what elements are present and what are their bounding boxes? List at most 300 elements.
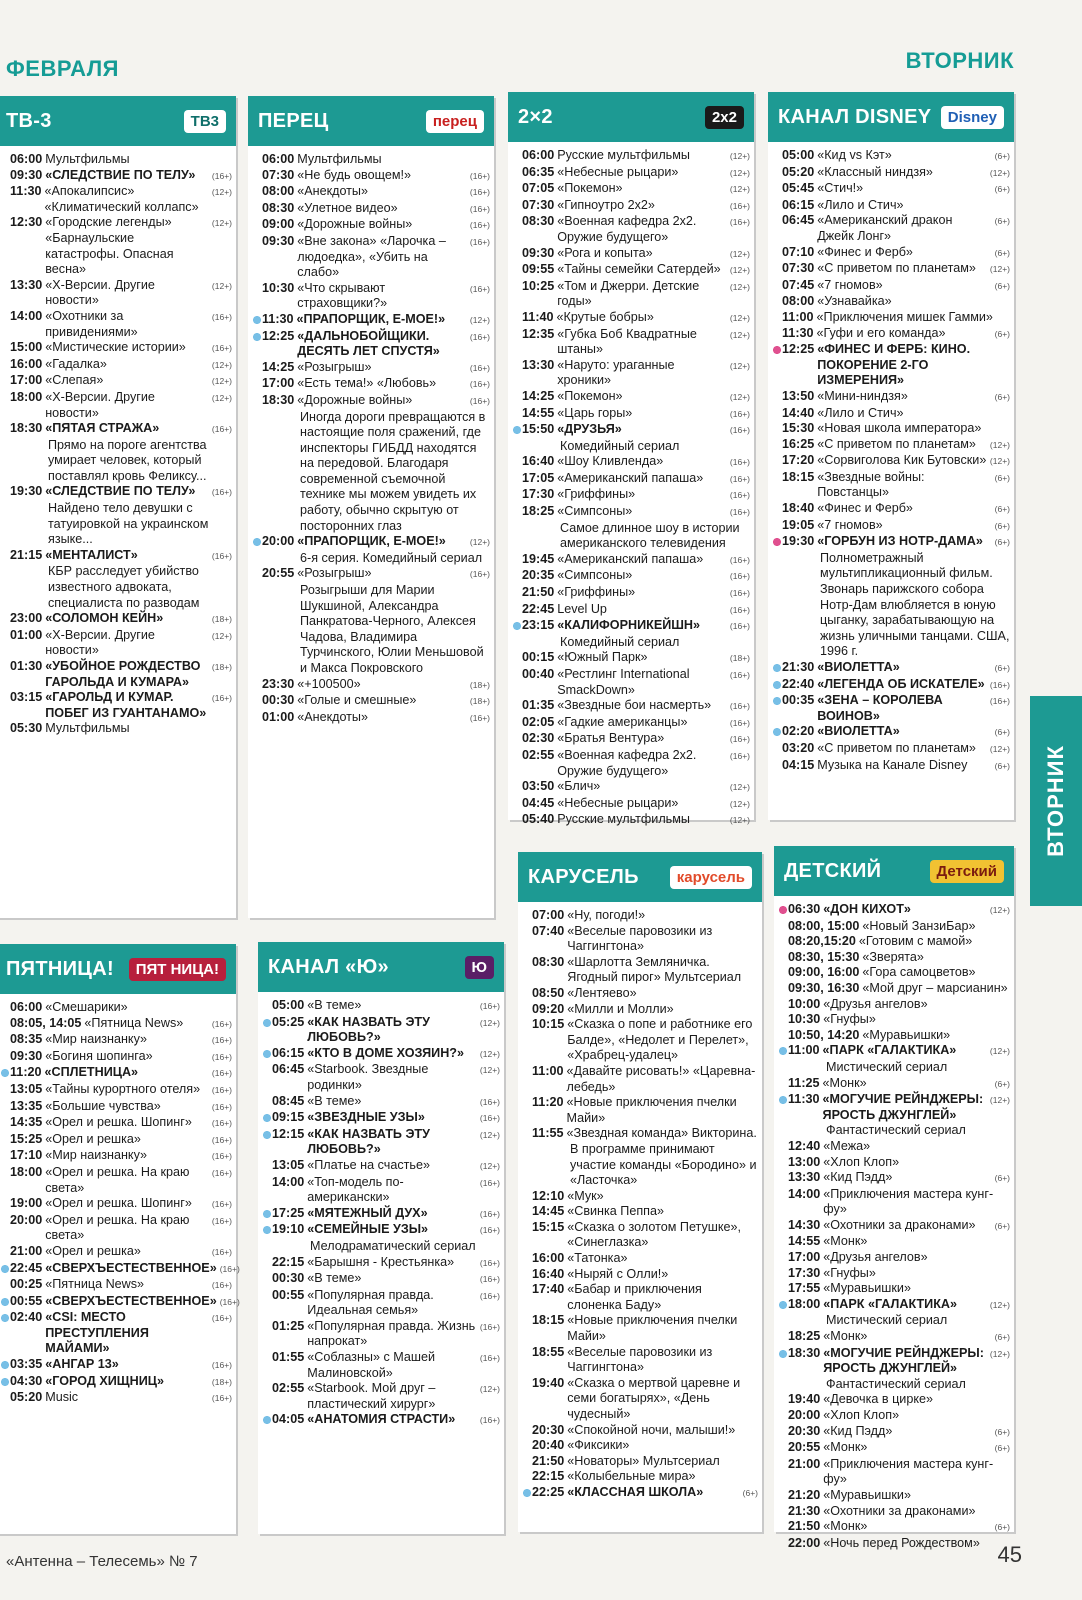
age-rating: (16+)	[479, 1274, 500, 1285]
program-title: «Соблазны» с Машей Малиновской»	[307, 1350, 436, 1380]
highlight-dot-icon	[772, 537, 782, 547]
program-time: 00:15	[522, 650, 555, 665]
weekday-header: ВТОРНИК	[905, 48, 1014, 73]
program-row	[772, 213, 1010, 244]
program-title: «Южный Парк»	[557, 650, 648, 665]
spacer	[778, 1443, 788, 1453]
program-time: 08:00	[262, 184, 295, 199]
program-time: 14:00	[272, 1174, 305, 1189]
channel-name: ДЕТСКИЙ	[784, 859, 882, 882]
spacer	[772, 184, 782, 194]
age-rating: (16+)	[219, 1263, 240, 1274]
program-title: «Орел и решка»	[45, 1131, 141, 1146]
program-time: 17:00	[262, 376, 295, 391]
spacer	[0, 1118, 10, 1128]
program-description	[778, 1313, 1010, 1329]
program-time: 22:45	[522, 601, 555, 616]
age-rating: (12+)	[479, 1065, 500, 1076]
program-time: 12:40	[788, 1138, 821, 1153]
program-time: 11:30	[10, 184, 42, 199]
program-row	[0, 1000, 232, 1016]
program-title: «Муравьишки»	[823, 1281, 911, 1296]
program-title: «Барышня - Крестьянка»	[307, 1254, 455, 1269]
spacer	[512, 638, 522, 648]
program-row	[522, 1126, 758, 1142]
spacer	[262, 1097, 272, 1107]
age-rating: (6+)	[994, 1426, 1010, 1437]
program-time: 20:00	[262, 534, 295, 549]
channel-name: ПЕРЕЦ	[258, 109, 329, 132]
program-title: «Симпсоны»	[557, 568, 633, 583]
program-description	[0, 438, 232, 485]
program-row	[512, 165, 750, 182]
premiere-dot-icon	[778, 1095, 788, 1105]
program-time: 08:05, 14:05	[10, 1015, 82, 1030]
spacer	[522, 1426, 532, 1436]
program-time: 18:25	[522, 504, 555, 519]
program-time: 22:00	[788, 1535, 821, 1550]
program-description	[778, 1060, 1010, 1076]
program-row	[522, 1002, 758, 1018]
age-rating: (12+)	[989, 456, 1010, 467]
program-row	[512, 406, 750, 423]
age-rating: (6+)	[994, 504, 1010, 515]
program-title: «Мистические истории»	[45, 340, 186, 355]
program-title: Мультфильмы	[45, 152, 130, 166]
program-title: «Военная кафедра 2х2. Оружие будущего»	[557, 747, 697, 778]
program-time: 10:30	[788, 1012, 821, 1027]
program-time: 10:50, 14:20	[788, 1027, 860, 1042]
program-time: 02:55	[522, 747, 555, 762]
program-description	[512, 635, 750, 651]
spacer	[522, 1005, 532, 1015]
program-time: 14:55	[788, 1234, 821, 1249]
program-title: «Охотники за привидениями»	[45, 308, 138, 339]
program-title: «Муравьишки»	[862, 1027, 951, 1042]
program-time: 05:00	[272, 998, 305, 1012]
spacer	[778, 1539, 788, 1549]
age-rating: (16+)	[479, 1415, 500, 1426]
program-row	[778, 1346, 1010, 1377]
program-title: «СЛЕДСТВИЕ ПО ТЕЛУ»	[45, 484, 196, 499]
program-row	[778, 1234, 1010, 1250]
program-description	[262, 1239, 500, 1255]
spacer	[522, 1254, 532, 1264]
program-title: «МОГУЧИЕ РЕЙНДЖЕРЫ: ЯРОСТЬ ДЖУНГЛЕЙ»	[823, 1345, 984, 1376]
program-time: 15:50	[522, 422, 555, 437]
program-title: «Гадкие американцы»	[557, 714, 688, 729]
spacer	[512, 490, 522, 500]
program-title: «ДАЛЬНОБОЙЩИКИ. ДЕСЯТЬ ЛЕТ СПУСТЯ»	[297, 328, 440, 359]
spacer	[772, 297, 782, 307]
program-row	[778, 1440, 1010, 1457]
program-time: 07:30	[262, 167, 295, 182]
program-title: «Мой друг – марсианин»	[862, 980, 1008, 995]
spacer	[522, 1348, 532, 1358]
program-title: «Блич»	[557, 779, 601, 794]
spacer	[252, 155, 262, 165]
program-row	[772, 534, 1010, 551]
spacer	[778, 1237, 788, 1247]
program-title: «Гадалка»	[45, 356, 107, 371]
program-row	[252, 281, 490, 312]
program-time: 14:25	[522, 388, 555, 403]
program-title: «7 гномов»	[817, 277, 883, 292]
program-title: «ПРАПОРЩИК, Е-МОЕ!»	[297, 534, 446, 549]
program-title: «В теме»	[307, 1271, 362, 1286]
spacer	[772, 248, 782, 258]
page-number: 45	[997, 1542, 1022, 1567]
program-description	[778, 1123, 1010, 1139]
program-row	[778, 1504, 1010, 1520]
spacer	[262, 1001, 272, 1011]
spacer	[252, 220, 262, 230]
program-title: «Звездная команда» Викторина.	[566, 1126, 757, 1141]
program-row	[778, 1218, 1010, 1235]
program-title: «Покемон»	[557, 388, 623, 403]
program-title: «Новая школа императора»	[817, 421, 982, 436]
age-rating: (16+)	[479, 1208, 500, 1219]
program-row	[252, 534, 490, 551]
program-time: 07:30	[782, 261, 815, 276]
channel-name: КАНАЛ «Ю»	[268, 955, 389, 978]
program-title: «Орел и решка. На краю света»	[45, 1164, 190, 1195]
program-time: 17:25	[272, 1205, 305, 1220]
spacer	[252, 284, 262, 294]
program-time: 13:30	[10, 277, 43, 292]
program-row	[0, 1165, 232, 1196]
program-time: 15:00	[10, 340, 43, 355]
program-time: 06:35	[522, 164, 555, 179]
program-time: 20:00	[788, 1408, 821, 1422]
spacer	[0, 1085, 10, 1095]
program-row	[772, 326, 1010, 343]
program-row	[512, 214, 750, 245]
program-time: 18:00	[10, 1164, 43, 1179]
spacer	[512, 718, 522, 728]
program-time: 17:55	[788, 1281, 821, 1296]
age-rating: (16+)	[729, 701, 750, 712]
program-row	[772, 198, 1010, 214]
program-row	[0, 1390, 232, 1407]
spacer	[252, 379, 262, 389]
program-title: «+100500»	[297, 676, 361, 691]
age-rating: (16+)	[469, 220, 490, 231]
spacer	[0, 376, 10, 386]
program-time: 00:25	[10, 1277, 43, 1292]
program-row	[252, 360, 490, 377]
spacer	[512, 409, 522, 419]
premiere-dot-icon	[522, 1488, 532, 1498]
program-row	[772, 342, 1010, 389]
spacer	[778, 1190, 788, 1200]
program-time: 21:30	[782, 660, 815, 674]
spacer	[512, 507, 522, 517]
program-list	[0, 994, 240, 1411]
program-time: 09:30, 16:30	[788, 980, 860, 995]
spacer	[0, 360, 10, 370]
program-description	[522, 1142, 758, 1189]
spacer	[772, 521, 782, 531]
program-title: «Монк»	[823, 1519, 868, 1534]
spacer	[512, 249, 522, 259]
age-rating: (16+)	[729, 571, 750, 582]
program-title: «Гнуфы»	[823, 1265, 876, 1280]
age-rating: (12+)	[479, 1129, 500, 1140]
program-title: «Приключения мастера кунг-фу»	[823, 1456, 994, 1487]
spacer	[772, 313, 782, 323]
spacer	[0, 1199, 10, 1209]
program-row	[512, 181, 750, 198]
program-row	[772, 421, 1010, 437]
program-row	[522, 1017, 758, 1064]
program-row	[0, 1132, 232, 1149]
age-rating: (16+)	[729, 734, 750, 745]
premiere-dot-icon	[772, 663, 782, 673]
spacer	[0, 441, 10, 451]
program-time: 18:00	[10, 389, 43, 404]
age-rating: (6+)	[994, 472, 1010, 483]
spacer	[772, 456, 782, 466]
program-time: 21:50	[522, 585, 555, 600]
age-rating: (6+)	[994, 1443, 1010, 1454]
spacer	[252, 680, 262, 690]
spacer	[778, 1142, 788, 1152]
program-time: 16:00	[532, 1251, 565, 1266]
age-rating: (12+)	[479, 1017, 500, 1028]
program-time: 07:30	[522, 197, 555, 212]
program-time: 01:25	[272, 1318, 305, 1333]
age-rating: (16+)	[211, 550, 232, 561]
program-row	[262, 1319, 500, 1350]
program-time: 17:20	[782, 453, 815, 468]
spacer	[512, 457, 522, 467]
spacer	[772, 744, 782, 754]
program-row	[772, 758, 1010, 775]
age-rating: (12+)	[729, 391, 750, 402]
program-time: 00:40	[522, 667, 555, 681]
age-rating: (16+)	[211, 693, 232, 704]
spacer	[512, 442, 522, 452]
program-time: 04:30	[10, 1373, 43, 1388]
spacer	[0, 281, 10, 291]
spacer	[772, 554, 782, 564]
program-list	[508, 142, 754, 833]
age-rating: (16+)	[211, 1068, 232, 1079]
program-list	[768, 142, 1014, 778]
detskiy-logo-icon: Детский	[930, 860, 1004, 883]
program-row	[512, 471, 750, 488]
program-title: «Анекдоты»	[297, 184, 368, 199]
program-row	[0, 1065, 232, 1082]
program-time: 21:50	[532, 1453, 565, 1468]
spacer	[512, 282, 522, 292]
spacer	[522, 1207, 532, 1217]
premiere-dot-icon	[778, 1300, 788, 1310]
program-title: Фантастический сериал	[826, 1376, 966, 1391]
program-row	[778, 1139, 1010, 1155]
program-time: 20:30	[788, 1423, 821, 1438]
program-row	[0, 152, 232, 168]
spacer	[252, 696, 262, 706]
program-time: 16:40	[522, 454, 555, 469]
spacer	[252, 396, 262, 406]
spacer	[262, 1242, 272, 1252]
program-row	[512, 389, 750, 406]
program-time: 17:30	[788, 1265, 821, 1280]
program-title: «Мук»	[567, 1188, 604, 1203]
program-time: 15:30	[782, 421, 815, 436]
spacer	[522, 1020, 532, 1030]
program-title: «Военная кафедра 2х2. Оружие будущего»	[557, 214, 697, 244]
program-time: 19:30	[10, 484, 43, 499]
program-list	[0, 146, 236, 741]
program-time: 16:25	[782, 436, 815, 451]
program-time: 06:00	[262, 152, 295, 166]
age-rating: (6+)	[994, 1078, 1010, 1089]
channel-header	[768, 92, 1014, 142]
highlight-dot-icon	[772, 345, 782, 355]
program-title: «Смешарики»	[45, 1000, 128, 1014]
spacer	[772, 264, 782, 274]
2x2-logo-icon: 2x2	[705, 106, 744, 129]
premiere-dot-icon	[772, 696, 782, 706]
program-title: «Орел и решка. На краю света»	[45, 1212, 190, 1243]
age-rating: (16+)	[211, 1167, 232, 1178]
program-title: «Гриффины»	[557, 487, 636, 502]
age-rating: (12+)	[211, 280, 232, 291]
age-rating: (12+)	[729, 782, 750, 793]
program-time: 17:30	[522, 487, 555, 502]
program-time: 11:00	[788, 1043, 820, 1058]
premiere-dot-icon	[772, 680, 782, 690]
age-rating: (16+)	[219, 1296, 240, 1307]
spacer	[512, 151, 522, 161]
program-title: «Монк»	[823, 1329, 868, 1344]
program-title: «СЕМЕЙНЫЕ УЗЫ»	[307, 1222, 429, 1237]
age-rating: (6+)	[994, 520, 1010, 531]
spacer	[778, 1253, 788, 1263]
program-title: «Есть тема!» «Любовь»	[297, 376, 437, 391]
program-description	[778, 1377, 1010, 1393]
program-title: «Гнуфы»	[823, 1012, 876, 1027]
age-rating: (16+)	[211, 1151, 232, 1162]
spacer	[0, 1393, 10, 1403]
age-rating: (12+)	[729, 167, 750, 178]
program-row	[0, 548, 232, 565]
channel-block-perets	[248, 96, 494, 918]
spacer	[778, 1173, 788, 1183]
program-time: 01:30	[10, 659, 43, 673]
age-rating: (16+)	[211, 1084, 232, 1095]
program-time: 07:45	[782, 277, 815, 292]
program-time: 16:00	[10, 356, 43, 371]
premiere-dot-icon	[252, 315, 262, 325]
program-title: «Готовим с мамой»	[858, 934, 973, 949]
age-rating: (12+)	[989, 264, 1010, 275]
age-rating: (16+)	[729, 425, 750, 436]
program-time: 14:45	[532, 1204, 565, 1219]
program-time: 03:15	[10, 690, 43, 705]
age-rating: (6+)	[994, 1332, 1010, 1343]
program-row	[772, 294, 1010, 310]
program-title: «С приветом по планетам»	[817, 261, 976, 276]
program-title: «КАК НАЗВАТЬ ЭТУ ЛЮБОВЬ?»	[307, 1126, 430, 1157]
age-rating: (16+)	[211, 1215, 232, 1226]
program-title: «Гора самоцветов»	[862, 965, 976, 980]
spacer	[512, 201, 522, 211]
age-rating: (16+)	[211, 1393, 232, 1404]
program-title: «Мир наизнанку»	[45, 1032, 148, 1047]
program-title: «Кид Пэдд»	[823, 1170, 893, 1185]
spacer	[0, 171, 10, 181]
program-time: 05:25	[272, 1014, 305, 1029]
program-time: 11:30	[262, 311, 294, 326]
channel-header	[518, 852, 762, 902]
spacer	[778, 953, 788, 963]
program-row	[772, 677, 1010, 694]
program-title: «ФИНЕС И ФЕРБ: КИНО. ПОКОРЕНИЕ 2-ГО ИЗМЕРЕНИЯ»	[817, 342, 971, 388]
age-rating: (16+)	[211, 1360, 232, 1371]
spacer	[0, 1168, 10, 1178]
program-time: 04:45	[522, 795, 555, 810]
program-time: 14:55	[522, 405, 555, 420]
program-title: «Царь горы»	[557, 405, 633, 420]
spacer	[778, 968, 788, 978]
program-time: 20:35	[522, 568, 555, 583]
age-rating: (16+)	[469, 187, 490, 198]
program-time: 11:00	[532, 1063, 564, 1078]
program-row	[512, 650, 750, 667]
program-row	[522, 1469, 758, 1485]
program-time: 18:15	[532, 1313, 565, 1328]
program-title: Фантастический сериал	[826, 1123, 966, 1138]
program-title: «ЗВЕЗДНЫЕ УЗЫ»	[307, 1110, 425, 1125]
program-time: 11:20	[10, 1065, 42, 1080]
age-rating: (16+)	[729, 554, 750, 565]
program-time: 18:55	[532, 1344, 565, 1359]
program-row	[778, 1408, 1010, 1424]
spacer	[262, 1384, 272, 1394]
program-title: «Бабар и приключения слоненка Баду»	[567, 1282, 702, 1312]
spacer	[0, 551, 10, 561]
program-title: «Небесные рыцари»	[557, 164, 679, 179]
age-rating: (16+)	[469, 395, 490, 406]
channel-name: 2×2	[518, 105, 553, 128]
spacer	[778, 1269, 788, 1279]
spacer	[0, 1035, 10, 1045]
age-rating: (16+)	[479, 1177, 500, 1188]
age-rating: (16+)	[211, 487, 232, 498]
spacer	[0, 1052, 10, 1062]
spacer	[0, 1151, 10, 1161]
program-title: «КАЛИФОРНИКЕЙШН»	[557, 618, 701, 633]
program-title: Мультфильмы	[297, 152, 382, 166]
program-time: 10:15	[532, 1017, 565, 1032]
program-row	[0, 721, 232, 737]
program-time: 21:00	[788, 1456, 821, 1471]
program-title: «Финес и Ферб»	[817, 244, 913, 259]
program-time: 13:35	[10, 1098, 43, 1113]
program-time: 17:00	[788, 1250, 821, 1265]
program-row	[778, 1266, 1010, 1282]
age-rating: (18+)	[211, 614, 232, 625]
age-rating: (12+)	[729, 265, 750, 276]
spacer	[522, 1316, 532, 1326]
program-time: 09:00	[262, 217, 295, 232]
program-title: «Межа»	[823, 1138, 871, 1153]
age-rating: (12+)	[989, 1348, 1010, 1359]
